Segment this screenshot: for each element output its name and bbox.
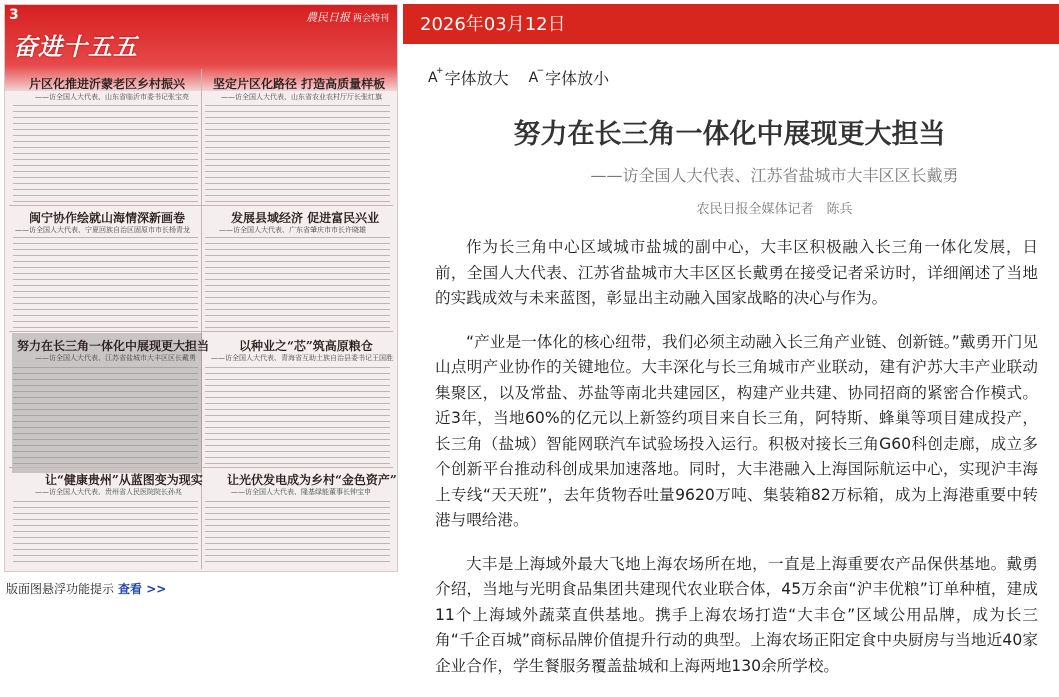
text-column [13,105,198,203]
paper-subline: ——访全国人大代表、青海省互助土族自治县委书记王国胜 [211,354,393,362]
font-decrease-label: 字体放小 [545,69,610,88]
paper-subline: ——访全国人大代表、隆基绿能董事长钟宝申 [231,488,371,496]
font-increase-icon: A + [428,65,444,86]
article-paragraph: “产业是一体化的核心纽带，我们必须主动融入长三角产业链、创新链。”戴勇开门见山点明产业协作的关键地位。大丰深化与长三角城市产业联动，建有沪苏大丰产业联动集聚区，以及常盐、苏盐等南北共建园区，构建产业共建、协同招商的紧密合作模式。近3年，当地60%的亿元以上新签约项目来自长三角，阿特斯、蜂巢等项目建成投产，长三角（盐城）智能网联汽车试验场投入运行。积极对接长三角G60科创走廊，成立多个创新平台推动科创成果加速落地。同时，大丰港融入上海国际航运中心，实现沪丰海上专线“天天班”，去年货物吞吐量9620万吨、集装箱82万标箱，成为上海港重要中转港与喂给港。 [435,332,1038,529]
row-divider [9,467,393,468]
paper-subline: ——访全国人大代表、广东省肇庆市市长许晓雄 [219,226,366,234]
row-divider [9,331,393,332]
font-increase-label: 字体放大 [444,69,509,88]
masthead: 農民日报 两会特刊 [305,11,389,24]
article-subtitle: ——访全国人大代表、江苏省盐城市大丰区区长戴勇 [590,166,959,185]
paper-subline: ——访全国人大代表、山东省临沂市委书记张宝亮 [35,93,189,101]
article-title: 努力在长三角一体化中展现更大担当 [513,119,946,150]
hint-text: 版面图悬浮功能提示 [6,582,115,596]
issue-date: 2026年03月12日 [420,14,566,35]
banner-title: 奋进十五五 [13,32,138,61]
page-number: 3 [9,7,19,23]
font-increase-button[interactable] [428,66,509,89]
paper-headline[interactable]: 让“健康贵州”从蓝图变为现实 [45,473,203,487]
paper-subline: ——访全国人大代表、山东省农业农村厅厅长张红旗 [221,93,382,101]
newspaper-panel [0,0,400,660]
row-divider [9,205,393,206]
text-column [205,501,390,567]
text-column [205,105,390,203]
newspaper-page-image[interactable] [4,4,398,572]
text-column [205,237,390,329]
text-column [205,367,390,467]
paper-headline[interactable]: 让光伏发电成为乡村“金色资产” [227,473,397,487]
text-column [13,237,198,329]
hint-view-link[interactable]: 查看 >> [118,582,167,596]
font-size-controls [428,66,609,89]
hover-hint [6,580,166,597]
column-divider [201,69,202,569]
text-column [13,367,198,467]
text-column [13,501,198,567]
font-decrease-button[interactable] [529,66,610,89]
article-paragraph: 作为长三角中心区域城市盐城的副中心，大丰区积极融入长三角一体化发展，日前，全国人大代表、江苏省盐城市大丰区区长戴勇在接受记者采访时，详细阐述了当地的实践成效与未来蓝图，彰显出主动融入国家战略的决心与作为。 [435,238,1038,307]
paper-headline[interactable]: 片区化推进沂蒙老区乡村振兴 [29,77,186,91]
paper-subline: ——访全国人大代表、宁夏回族自治区固原市市长杨青龙 [15,226,190,234]
article-paragraph: 大丰是上海域外最大飞地上海农场所在地，一直是上海重要农产品保供基地。戴勇介绍，当地与光明食品集团共建现代农业联合体，45万余亩“沪丰优粮”订单种植，建成11个上海域外蔬菜直供基地。携手上海农场打造“大丰仓”区域公用品牌，成为长三角“千企百城”商标品牌价值提升行动的典型。上海农场正阳定食中央厨房与当地近40家企业合作，学生餐服务覆盖盐城和上海两地130余所学校。 [435,554,1038,675]
paper-headline-current[interactable]: 努力在长三角一体化中展现更大担当 [17,339,210,353]
article-body [435,235,1038,697]
article-author: 农民日报全媒体记者 陈兵 [696,202,853,217]
paper-headline[interactable]: 发展县域经济 促进富民兴业 [231,211,380,225]
paper-headline[interactable]: 以种业之“芯”筑高原粮仓 [239,339,373,353]
paper-subline: ——访全国人大代表、贵州省人民医院院长孙兆 [35,488,182,496]
paper-headline[interactable]: 闽宁协作绘就山海情深新画卷 [29,211,186,225]
paper-subline: ——访全国人大代表、江苏省盐城市大丰区区长戴勇 [35,354,196,362]
article-panel [400,0,1059,675]
font-decrease-icon: A − [528,65,545,86]
paper-headline[interactable]: 坚定片区化路径 打造高质量样板 [213,77,386,91]
date-bar [403,4,1059,44]
